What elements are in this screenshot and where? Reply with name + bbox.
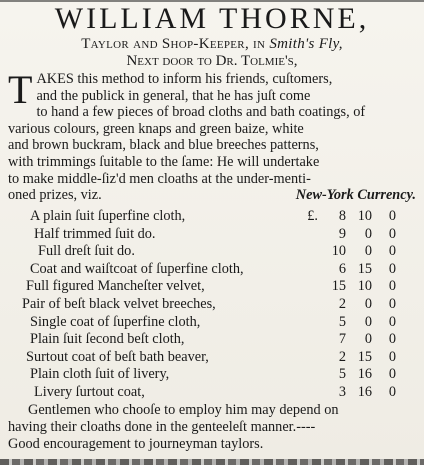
price-shillings: 0 — [364, 313, 372, 330]
advertisement-footer — [8, 402, 416, 452]
trade-text: Taylor and Shop-Keeper, in — [81, 36, 266, 52]
price-row — [0, 366, 424, 383]
price-row — [0, 296, 424, 313]
advertiser-name: WILLIAM THORNE, — [54, 2, 370, 35]
price-item-label: Plain cloth ſuit of livery, — [30, 366, 170, 383]
price-pounds: 8 — [338, 208, 346, 224]
price-shillings: 0 — [364, 225, 372, 242]
price-pence: 0 — [388, 278, 396, 295]
footer-line: having their cloaths done in the genteeleſt manner.---- — [8, 418, 316, 435]
price-row — [0, 226, 424, 243]
price-item-label: Full figured Mancheſter velvet, — [26, 278, 205, 295]
price-item-label: Full dreſt ſuit do. — [38, 243, 135, 260]
trade-line — [0, 36, 424, 53]
pound-sign: £. — [307, 208, 318, 224]
price-item-label: Pair of beſt black velvet breeches, — [22, 296, 216, 312]
body-line: oned prizes, viz. — [8, 187, 102, 204]
price-pence: 0 — [388, 384, 396, 400]
price-pounds: 3 — [338, 384, 346, 400]
price-pence: 0 — [388, 225, 396, 242]
price-shillings: 10 — [357, 278, 372, 295]
price-pence: 0 — [388, 366, 396, 383]
price-shillings: 15 — [357, 348, 372, 365]
price-row — [0, 261, 424, 278]
body-line: and brown buckram, black and blue breeches patterns, — [8, 137, 319, 154]
location-text: Smith's Fly, — [269, 36, 343, 52]
price-item-label: Livery ſurtout coat, — [34, 384, 145, 400]
price-item-label: A plain ſuit ſuperfine cloth, — [30, 208, 186, 224]
body-line: various colours, green knaps and green baize, white — [8, 120, 304, 137]
price-row — [0, 331, 424, 348]
address-line: Next door to Dr. Tolmie's, — [126, 53, 298, 69]
viz-row — [8, 187, 416, 204]
clipping-cut-edge — [0, 459, 424, 465]
body-line: to hand a few pieces of broad cloths and bath coatings, of — [36, 104, 366, 121]
price-shillings: 15 — [357, 260, 372, 277]
price-row — [0, 384, 424, 401]
price-item-label: Half trimmed ſuit do. — [34, 225, 156, 242]
price-pounds: 10 — [331, 243, 346, 260]
price-item-label: Plain ſuit ſecond beſt cloth, — [30, 331, 185, 348]
price-shillings: 0 — [364, 296, 372, 312]
drop-cap: T — [8, 67, 33, 112]
body-line: to make middle-ſiz'd men cloaths at the under-menti- — [8, 170, 311, 187]
price-item-label: Single coat of ſuperfine cloth, — [30, 313, 201, 330]
price-row — [0, 208, 424, 225]
price-row — [0, 314, 424, 331]
price-shillings: 16 — [357, 384, 372, 400]
body-line: AKES this method to inform his friends, cuſtomers, — [36, 71, 333, 87]
price-pounds: 5 — [338, 366, 346, 383]
price-pounds: 9 — [338, 225, 346, 242]
price-row — [0, 349, 424, 366]
price-pounds: 15 — [331, 278, 346, 295]
price-row — [0, 243, 424, 260]
footer-line: Gentlemen who chooſe to employ him may depend on — [28, 402, 339, 418]
price-row — [0, 278, 424, 295]
price-shillings: 16 — [357, 366, 372, 383]
price-pence: 0 — [388, 331, 396, 348]
price-pence: 0 — [388, 296, 396, 312]
price-pence: 0 — [388, 348, 396, 365]
price-shillings: 0 — [364, 331, 372, 348]
price-pence: 0 — [388, 313, 396, 330]
price-pounds: 7 — [338, 331, 346, 348]
body-line: with trimmings ſuitable to the ſame: He will undertake — [8, 153, 320, 170]
advertisement-body — [8, 67, 416, 204]
body-line: and the publick in general, that he has juſt come — [36, 87, 311, 104]
price-shillings: 0 — [364, 243, 372, 260]
price-pence: 0 — [388, 243, 396, 260]
price-item-label: Coat and waiſtcoat of ſuperfine cloth, — [30, 260, 244, 277]
price-pence: 0 — [388, 260, 396, 277]
price-item-label: Surtout coat of beſt bath beaver, — [26, 348, 209, 365]
footer-line: Good encouragement to journeyman taylors. — [8, 435, 264, 452]
price-pounds: 6 — [338, 260, 346, 277]
price-shillings: 10 — [357, 208, 372, 224]
price-pounds: 5 — [338, 313, 346, 330]
price-pounds: 2 — [338, 296, 346, 312]
price-pence: 0 — [388, 208, 396, 224]
price-pounds: 2 — [338, 348, 346, 365]
currency-label: New-York Currency. — [295, 187, 416, 204]
